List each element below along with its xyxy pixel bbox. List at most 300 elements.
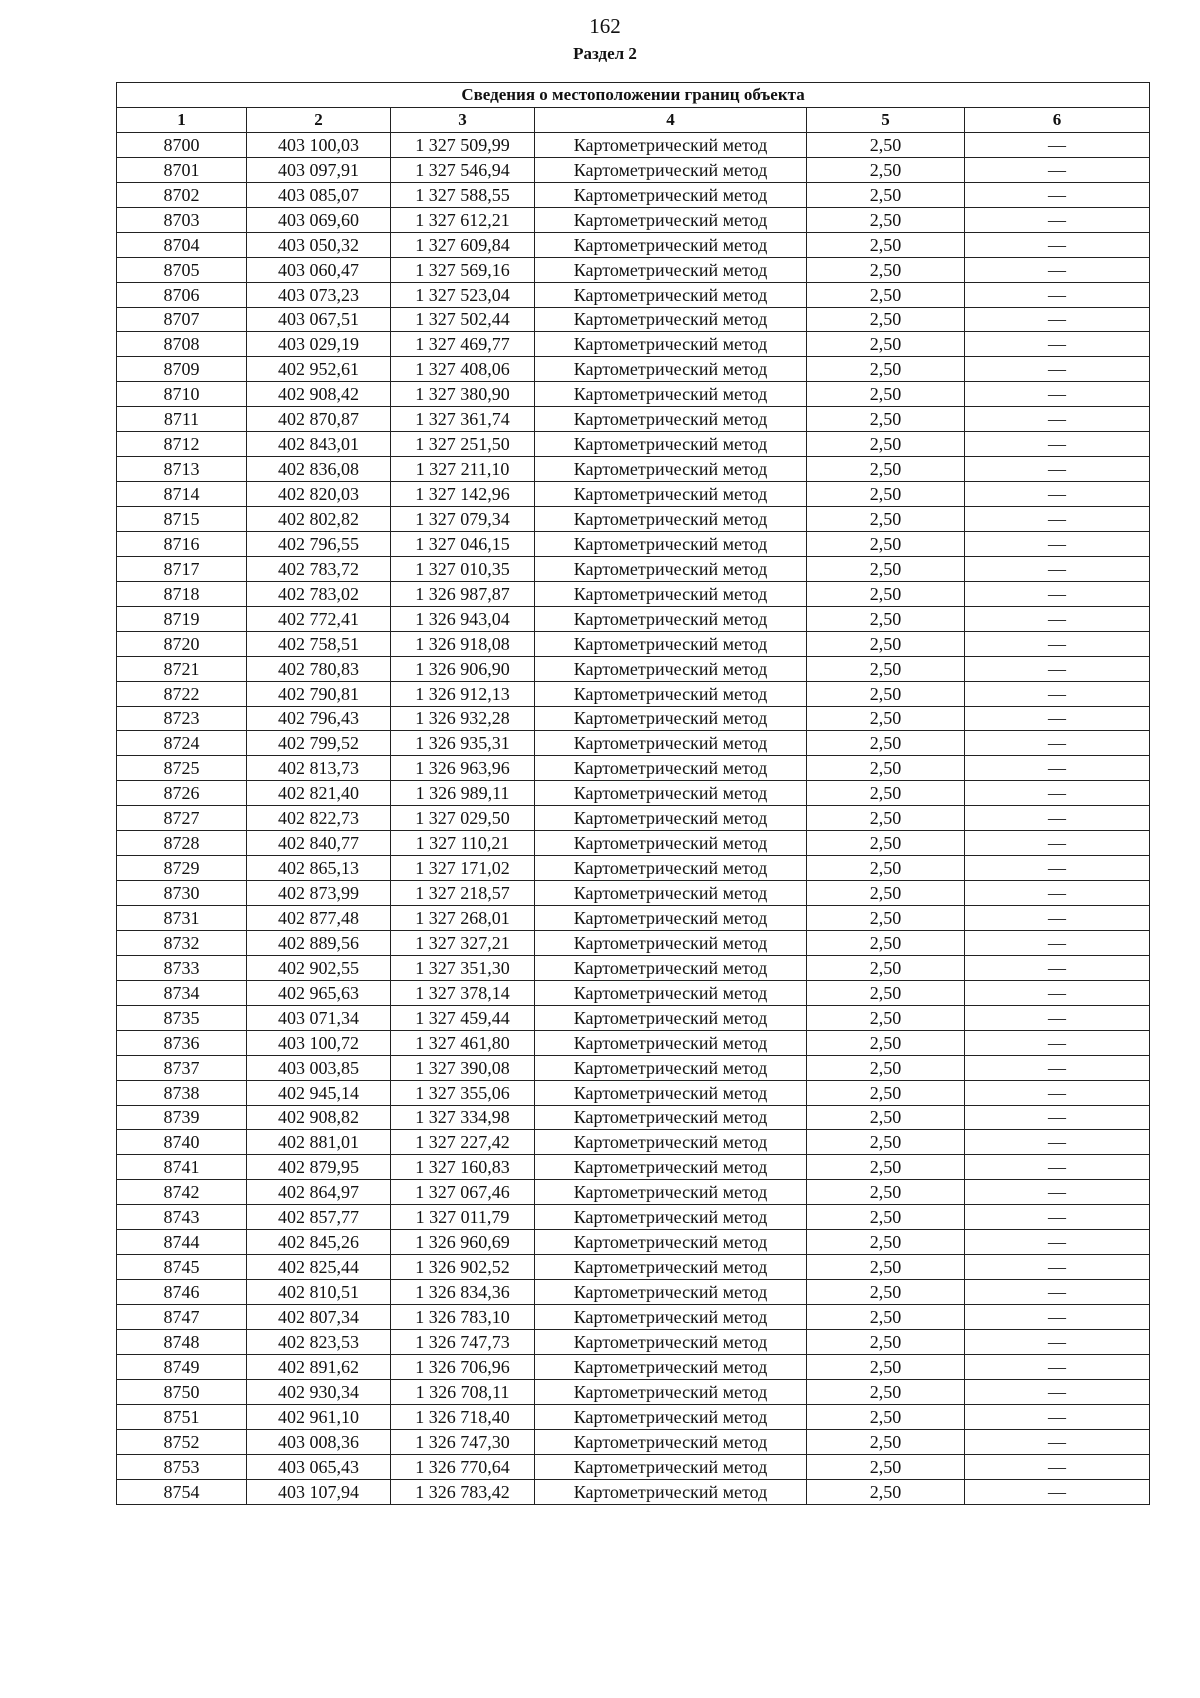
y-coordinate-cell: 1 327 046,15 — [391, 531, 535, 556]
method-cell: Картометрический метод — [535, 1155, 807, 1180]
method-cell: Картометрический метод — [535, 831, 807, 856]
method-cell: Картометрический метод — [535, 906, 807, 931]
table-row — [117, 631, 1150, 656]
method-cell: Картометрический метод — [535, 881, 807, 906]
x-coordinate-cell: 402 825,44 — [247, 1255, 391, 1280]
x-coordinate-cell: 402 758,51 — [247, 631, 391, 656]
x-coordinate-cell: 402 790,81 — [247, 681, 391, 706]
description-cell: — — [965, 1080, 1150, 1105]
method-cell: Картометрический метод — [535, 1180, 807, 1205]
table-row — [117, 756, 1150, 781]
y-coordinate-cell: 1 327 609,84 — [391, 232, 535, 257]
method-cell: Картометрический метод — [535, 1130, 807, 1155]
point-number-cell: 8722 — [117, 681, 247, 706]
x-coordinate-cell: 402 857,77 — [247, 1205, 391, 1230]
point-number-cell: 8754 — [117, 1479, 247, 1504]
accuracy-cell: 2,50 — [807, 731, 965, 756]
y-coordinate-cell: 1 326 706,96 — [391, 1354, 535, 1379]
x-coordinate-cell: 403 003,85 — [247, 1055, 391, 1080]
y-coordinate-cell: 1 326 906,90 — [391, 656, 535, 681]
point-number-cell: 8735 — [117, 1005, 247, 1030]
point-number-cell: 8718 — [117, 581, 247, 606]
point-number-cell: 8707 — [117, 307, 247, 332]
column-header: 1 — [117, 108, 247, 133]
y-coordinate-cell: 1 327 011,79 — [391, 1205, 535, 1230]
y-coordinate-cell: 1 326 943,04 — [391, 606, 535, 631]
accuracy-cell: 2,50 — [807, 382, 965, 407]
accuracy-cell: 2,50 — [807, 1030, 965, 1055]
description-cell: — — [965, 307, 1150, 332]
accuracy-cell: 2,50 — [807, 1180, 965, 1205]
point-number-cell: 8721 — [117, 656, 247, 681]
column-number-row — [117, 108, 1150, 133]
accuracy-cell: 2,50 — [807, 606, 965, 631]
accuracy-cell: 2,50 — [807, 831, 965, 856]
method-cell: Картометрический метод — [535, 507, 807, 532]
table-row — [117, 332, 1150, 357]
method-cell: Картометрический метод — [535, 930, 807, 955]
description-cell: — — [965, 432, 1150, 457]
method-cell: Картометрический метод — [535, 1429, 807, 1454]
accuracy-cell: 2,50 — [807, 1130, 965, 1155]
accuracy-cell: 2,50 — [807, 507, 965, 532]
y-coordinate-cell: 1 327 355,06 — [391, 1080, 535, 1105]
y-coordinate-cell: 1 327 390,08 — [391, 1055, 535, 1080]
method-cell: Картометрический метод — [535, 606, 807, 631]
point-number-cell: 8746 — [117, 1280, 247, 1305]
description-cell: — — [965, 731, 1150, 756]
x-coordinate-cell: 402 796,43 — [247, 706, 391, 731]
description-cell: — — [965, 881, 1150, 906]
point-number-cell: 8737 — [117, 1055, 247, 1080]
x-coordinate-cell: 402 961,10 — [247, 1404, 391, 1429]
x-coordinate-cell: 402 877,48 — [247, 906, 391, 931]
description-cell: — — [965, 1379, 1150, 1404]
method-cell: Картометрический метод — [535, 332, 807, 357]
point-number-cell: 8723 — [117, 706, 247, 731]
table-row — [117, 1105, 1150, 1130]
point-number-cell: 8743 — [117, 1205, 247, 1230]
table-row — [117, 1280, 1150, 1305]
method-cell: Картометрический метод — [535, 681, 807, 706]
description-cell: — — [965, 357, 1150, 382]
x-coordinate-cell: 402 873,99 — [247, 881, 391, 906]
x-coordinate-cell: 402 821,40 — [247, 781, 391, 806]
table-row — [117, 1005, 1150, 1030]
table-row — [117, 906, 1150, 931]
table-row — [117, 1155, 1150, 1180]
table-caption: Сведения о местоположении границ объекта — [117, 83, 1150, 108]
x-coordinate-cell: 403 065,43 — [247, 1454, 391, 1479]
description-cell: — — [965, 581, 1150, 606]
description-cell: — — [965, 282, 1150, 307]
x-coordinate-cell: 402 879,95 — [247, 1155, 391, 1180]
x-coordinate-cell: 403 029,19 — [247, 332, 391, 357]
table-row — [117, 531, 1150, 556]
x-coordinate-cell: 402 930,34 — [247, 1379, 391, 1404]
method-cell: Картометрический метод — [535, 1479, 807, 1504]
y-coordinate-cell: 1 326 960,69 — [391, 1230, 535, 1255]
y-coordinate-cell: 1 326 747,30 — [391, 1429, 535, 1454]
point-number-cell: 8742 — [117, 1180, 247, 1205]
point-number-cell: 8719 — [117, 606, 247, 631]
table-row — [117, 1379, 1150, 1404]
accuracy-cell: 2,50 — [807, 581, 965, 606]
accuracy-cell: 2,50 — [807, 1155, 965, 1180]
section-title: Раздел 2 — [573, 44, 637, 63]
description-cell: — — [965, 207, 1150, 232]
method-cell: Картометрический метод — [535, 1329, 807, 1354]
description-cell: — — [965, 980, 1150, 1005]
column-header: 6 — [965, 108, 1150, 133]
table-row — [117, 232, 1150, 257]
x-coordinate-cell: 403 100,03 — [247, 132, 391, 157]
method-cell: Картометрический метод — [535, 980, 807, 1005]
description-cell: — — [965, 556, 1150, 581]
method-cell: Картометрический метод — [535, 706, 807, 731]
table-row — [117, 1255, 1150, 1280]
x-coordinate-cell: 402 802,82 — [247, 507, 391, 532]
x-coordinate-cell: 403 085,07 — [247, 182, 391, 207]
method-cell: Картометрический метод — [535, 307, 807, 332]
point-number-cell: 8732 — [117, 930, 247, 955]
point-number-cell: 8740 — [117, 1130, 247, 1155]
method-cell: Картометрический метод — [535, 382, 807, 407]
x-coordinate-cell: 402 864,97 — [247, 1180, 391, 1205]
description-cell: — — [965, 132, 1150, 157]
x-coordinate-cell: 402 783,72 — [247, 556, 391, 581]
accuracy-cell: 2,50 — [807, 307, 965, 332]
table-row — [117, 157, 1150, 182]
point-number-cell: 8750 — [117, 1379, 247, 1404]
y-coordinate-cell: 1 327 612,21 — [391, 207, 535, 232]
y-coordinate-cell: 1 327 523,04 — [391, 282, 535, 307]
description-cell: — — [965, 930, 1150, 955]
description-cell: — — [965, 831, 1150, 856]
accuracy-cell: 2,50 — [807, 132, 965, 157]
column-header: 2 — [247, 108, 391, 133]
accuracy-cell: 2,50 — [807, 257, 965, 282]
accuracy-cell: 2,50 — [807, 706, 965, 731]
point-number-cell: 8749 — [117, 1354, 247, 1379]
y-coordinate-cell: 1 327 380,90 — [391, 382, 535, 407]
description-cell: — — [965, 1030, 1150, 1055]
accuracy-cell: 2,50 — [807, 856, 965, 881]
point-number-cell: 8747 — [117, 1305, 247, 1330]
x-coordinate-cell: 402 807,34 — [247, 1305, 391, 1330]
method-cell: Картометрический метод — [535, 1230, 807, 1255]
point-number-cell: 8752 — [117, 1429, 247, 1454]
x-coordinate-cell: 403 071,34 — [247, 1005, 391, 1030]
description-cell: — — [965, 182, 1150, 207]
accuracy-cell: 2,50 — [807, 756, 965, 781]
y-coordinate-cell: 1 327 408,06 — [391, 357, 535, 382]
column-header: 4 — [535, 108, 807, 133]
method-cell: Картометрический метод — [535, 132, 807, 157]
y-coordinate-cell: 1 326 918,08 — [391, 631, 535, 656]
point-number-cell: 8748 — [117, 1329, 247, 1354]
y-coordinate-cell: 1 327 211,10 — [391, 457, 535, 482]
method-cell: Картометрический метод — [535, 407, 807, 432]
y-coordinate-cell: 1 326 747,73 — [391, 1329, 535, 1354]
x-coordinate-cell: 402 889,56 — [247, 930, 391, 955]
x-coordinate-cell: 402 845,26 — [247, 1230, 391, 1255]
x-coordinate-cell: 402 796,55 — [247, 531, 391, 556]
table-row — [117, 132, 1150, 157]
description-cell: — — [965, 1230, 1150, 1255]
y-coordinate-cell: 1 327 218,57 — [391, 881, 535, 906]
y-coordinate-cell: 1 327 110,21 — [391, 831, 535, 856]
x-coordinate-cell: 402 799,52 — [247, 731, 391, 756]
y-coordinate-cell: 1 327 546,94 — [391, 157, 535, 182]
description-cell: — — [965, 457, 1150, 482]
y-coordinate-cell: 1 327 079,34 — [391, 507, 535, 532]
y-coordinate-cell: 1 326 902,52 — [391, 1255, 535, 1280]
description-cell: — — [965, 681, 1150, 706]
description-cell: — — [965, 1329, 1150, 1354]
point-number-cell: 8701 — [117, 157, 247, 182]
point-number-cell: 8715 — [117, 507, 247, 532]
x-coordinate-cell: 402 945,14 — [247, 1080, 391, 1105]
accuracy-cell: 2,50 — [807, 1055, 965, 1080]
y-coordinate-cell: 1 327 327,21 — [391, 930, 535, 955]
description-cell: — — [965, 157, 1150, 182]
x-coordinate-cell: 402 840,77 — [247, 831, 391, 856]
description-cell: — — [965, 1105, 1150, 1130]
accuracy-cell: 2,50 — [807, 1230, 965, 1255]
y-coordinate-cell: 1 326 834,36 — [391, 1280, 535, 1305]
x-coordinate-cell: 402 843,01 — [247, 432, 391, 457]
point-number-cell: 8741 — [117, 1155, 247, 1180]
accuracy-cell: 2,50 — [807, 1280, 965, 1305]
point-number-cell: 8736 — [117, 1030, 247, 1055]
method-cell: Картометрический метод — [535, 1030, 807, 1055]
x-coordinate-cell: 403 008,36 — [247, 1429, 391, 1454]
point-number-cell: 8706 — [117, 282, 247, 307]
description-cell: — — [965, 1005, 1150, 1030]
x-coordinate-cell: 403 107,94 — [247, 1479, 391, 1504]
accuracy-cell: 2,50 — [807, 556, 965, 581]
x-coordinate-cell: 402 908,82 — [247, 1105, 391, 1130]
point-number-cell: 8753 — [117, 1454, 247, 1479]
method-cell: Картометрический метод — [535, 1055, 807, 1080]
table-row — [117, 1305, 1150, 1330]
method-cell: Картометрический метод — [535, 432, 807, 457]
accuracy-cell: 2,50 — [807, 1429, 965, 1454]
method-cell: Картометрический метод — [535, 781, 807, 806]
accuracy-cell: 2,50 — [807, 207, 965, 232]
point-number-cell: 8714 — [117, 482, 247, 507]
x-coordinate-cell: 402 820,03 — [247, 482, 391, 507]
description-cell: — — [965, 656, 1150, 681]
y-coordinate-cell: 1 326 770,64 — [391, 1454, 535, 1479]
table-row — [117, 831, 1150, 856]
point-number-cell: 8731 — [117, 906, 247, 931]
accuracy-cell: 2,50 — [807, 656, 965, 681]
table-row — [117, 955, 1150, 980]
point-number-cell: 8709 — [117, 357, 247, 382]
description-cell: — — [965, 1429, 1150, 1454]
y-coordinate-cell: 1 326 783,42 — [391, 1479, 535, 1504]
table-row — [117, 731, 1150, 756]
method-cell: Картометрический метод — [535, 257, 807, 282]
point-number-cell: 8708 — [117, 332, 247, 357]
accuracy-cell: 2,50 — [807, 432, 965, 457]
accuracy-cell: 2,50 — [807, 1205, 965, 1230]
method-cell: Картометрический метод — [535, 731, 807, 756]
table-row — [117, 307, 1150, 332]
accuracy-cell: 2,50 — [807, 1255, 965, 1280]
point-number-cell: 8702 — [117, 182, 247, 207]
x-coordinate-cell: 402 836,08 — [247, 457, 391, 482]
description-cell: — — [965, 1404, 1150, 1429]
method-cell: Картометрический метод — [535, 1454, 807, 1479]
point-number-cell: 8703 — [117, 207, 247, 232]
table-row — [117, 357, 1150, 382]
x-coordinate-cell: 403 100,72 — [247, 1030, 391, 1055]
description-cell: — — [965, 1055, 1150, 1080]
method-cell: Картометрический метод — [535, 1305, 807, 1330]
accuracy-cell: 2,50 — [807, 1479, 965, 1504]
y-coordinate-cell: 1 326 708,11 — [391, 1379, 535, 1404]
point-number-cell: 8724 — [117, 731, 247, 756]
table-row — [117, 1130, 1150, 1155]
accuracy-cell: 2,50 — [807, 282, 965, 307]
point-number-cell: 8728 — [117, 831, 247, 856]
accuracy-cell: 2,50 — [807, 781, 965, 806]
y-coordinate-cell: 1 326 718,40 — [391, 1404, 535, 1429]
x-coordinate-cell: 402 902,55 — [247, 955, 391, 980]
table-row — [117, 806, 1150, 831]
table-row — [117, 482, 1150, 507]
x-coordinate-cell: 402 780,83 — [247, 656, 391, 681]
method-cell: Картометрический метод — [535, 955, 807, 980]
method-cell: Картометрический метод — [535, 207, 807, 232]
point-number-cell: 8729 — [117, 856, 247, 881]
description-cell: — — [965, 1479, 1150, 1504]
table-row — [117, 457, 1150, 482]
description-cell: — — [965, 631, 1150, 656]
y-coordinate-cell: 1 327 160,83 — [391, 1155, 535, 1180]
accuracy-cell: 2,50 — [807, 1080, 965, 1105]
description-cell: — — [965, 232, 1150, 257]
y-coordinate-cell: 1 327 361,74 — [391, 407, 535, 432]
description-cell: — — [965, 1255, 1150, 1280]
point-number-cell: 8713 — [117, 457, 247, 482]
table-row — [117, 432, 1150, 457]
accuracy-cell: 2,50 — [807, 157, 965, 182]
accuracy-cell: 2,50 — [807, 531, 965, 556]
method-cell: Картометрический метод — [535, 631, 807, 656]
x-coordinate-cell: 402 865,13 — [247, 856, 391, 881]
description-cell: — — [965, 955, 1150, 980]
method-cell: Картометрический метод — [535, 1280, 807, 1305]
table-row — [117, 257, 1150, 282]
point-number-cell: 8700 — [117, 132, 247, 157]
table-row — [117, 382, 1150, 407]
point-number-cell: 8744 — [117, 1230, 247, 1255]
table-row — [117, 1030, 1150, 1055]
accuracy-cell: 2,50 — [807, 631, 965, 656]
accuracy-cell: 2,50 — [807, 1404, 965, 1429]
point-number-cell: 8710 — [117, 382, 247, 407]
table-row — [117, 507, 1150, 532]
description-cell: — — [965, 1130, 1150, 1155]
table-row — [117, 207, 1150, 232]
y-coordinate-cell: 1 326 989,11 — [391, 781, 535, 806]
method-cell: Картометрический метод — [535, 1379, 807, 1404]
accuracy-cell: 2,50 — [807, 1454, 965, 1479]
y-coordinate-cell: 1 327 378,14 — [391, 980, 535, 1005]
method-cell: Картометрический метод — [535, 457, 807, 482]
table-row — [117, 1479, 1150, 1504]
x-coordinate-cell: 402 822,73 — [247, 806, 391, 831]
point-number-cell: 8739 — [117, 1105, 247, 1130]
description-cell: — — [965, 856, 1150, 881]
point-number-cell: 8705 — [117, 257, 247, 282]
description-cell: — — [965, 407, 1150, 432]
y-coordinate-cell: 1 326 932,28 — [391, 706, 535, 731]
accuracy-cell: 2,50 — [807, 457, 965, 482]
description-cell: — — [965, 1454, 1150, 1479]
y-coordinate-cell: 1 326 987,87 — [391, 581, 535, 606]
table-row — [117, 681, 1150, 706]
point-number-cell: 8730 — [117, 881, 247, 906]
accuracy-cell: 2,50 — [807, 1305, 965, 1330]
table-row — [117, 1080, 1150, 1105]
x-coordinate-cell: 402 870,87 — [247, 407, 391, 432]
method-cell: Картометрический метод — [535, 1080, 807, 1105]
y-coordinate-cell: 1 326 963,96 — [391, 756, 535, 781]
y-coordinate-cell: 1 326 912,13 — [391, 681, 535, 706]
y-coordinate-cell: 1 327 251,50 — [391, 432, 535, 457]
coordinates-table — [116, 82, 1150, 1505]
table-row — [117, 556, 1150, 581]
table-row — [117, 581, 1150, 606]
y-coordinate-cell: 1 327 171,02 — [391, 856, 535, 881]
accuracy-cell: 2,50 — [807, 407, 965, 432]
x-coordinate-cell: 403 067,51 — [247, 307, 391, 332]
y-coordinate-cell: 1 327 268,01 — [391, 906, 535, 931]
x-coordinate-cell: 402 908,42 — [247, 382, 391, 407]
table-row — [117, 881, 1150, 906]
method-cell: Картометрический метод — [535, 556, 807, 581]
table-row — [117, 282, 1150, 307]
accuracy-cell: 2,50 — [807, 1105, 965, 1130]
x-coordinate-cell: 403 097,91 — [247, 157, 391, 182]
method-cell: Картометрический метод — [535, 357, 807, 382]
y-coordinate-cell: 1 327 459,44 — [391, 1005, 535, 1030]
table-body — [117, 132, 1150, 1504]
y-coordinate-cell: 1 327 502,44 — [391, 307, 535, 332]
description-cell: — — [965, 332, 1150, 357]
description-cell: — — [965, 382, 1150, 407]
table-row — [117, 407, 1150, 432]
point-number-cell: 8726 — [117, 781, 247, 806]
point-number-cell: 8704 — [117, 232, 247, 257]
method-cell: Картометрический метод — [535, 656, 807, 681]
accuracy-cell: 2,50 — [807, 806, 965, 831]
method-cell: Картометрический метод — [535, 482, 807, 507]
description-cell: — — [965, 706, 1150, 731]
x-coordinate-cell: 402 783,02 — [247, 581, 391, 606]
accuracy-cell: 2,50 — [807, 1005, 965, 1030]
description-cell: — — [965, 1305, 1150, 1330]
table-row — [117, 656, 1150, 681]
point-number-cell: 8738 — [117, 1080, 247, 1105]
point-number-cell: 8733 — [117, 955, 247, 980]
description-cell: — — [965, 1155, 1150, 1180]
